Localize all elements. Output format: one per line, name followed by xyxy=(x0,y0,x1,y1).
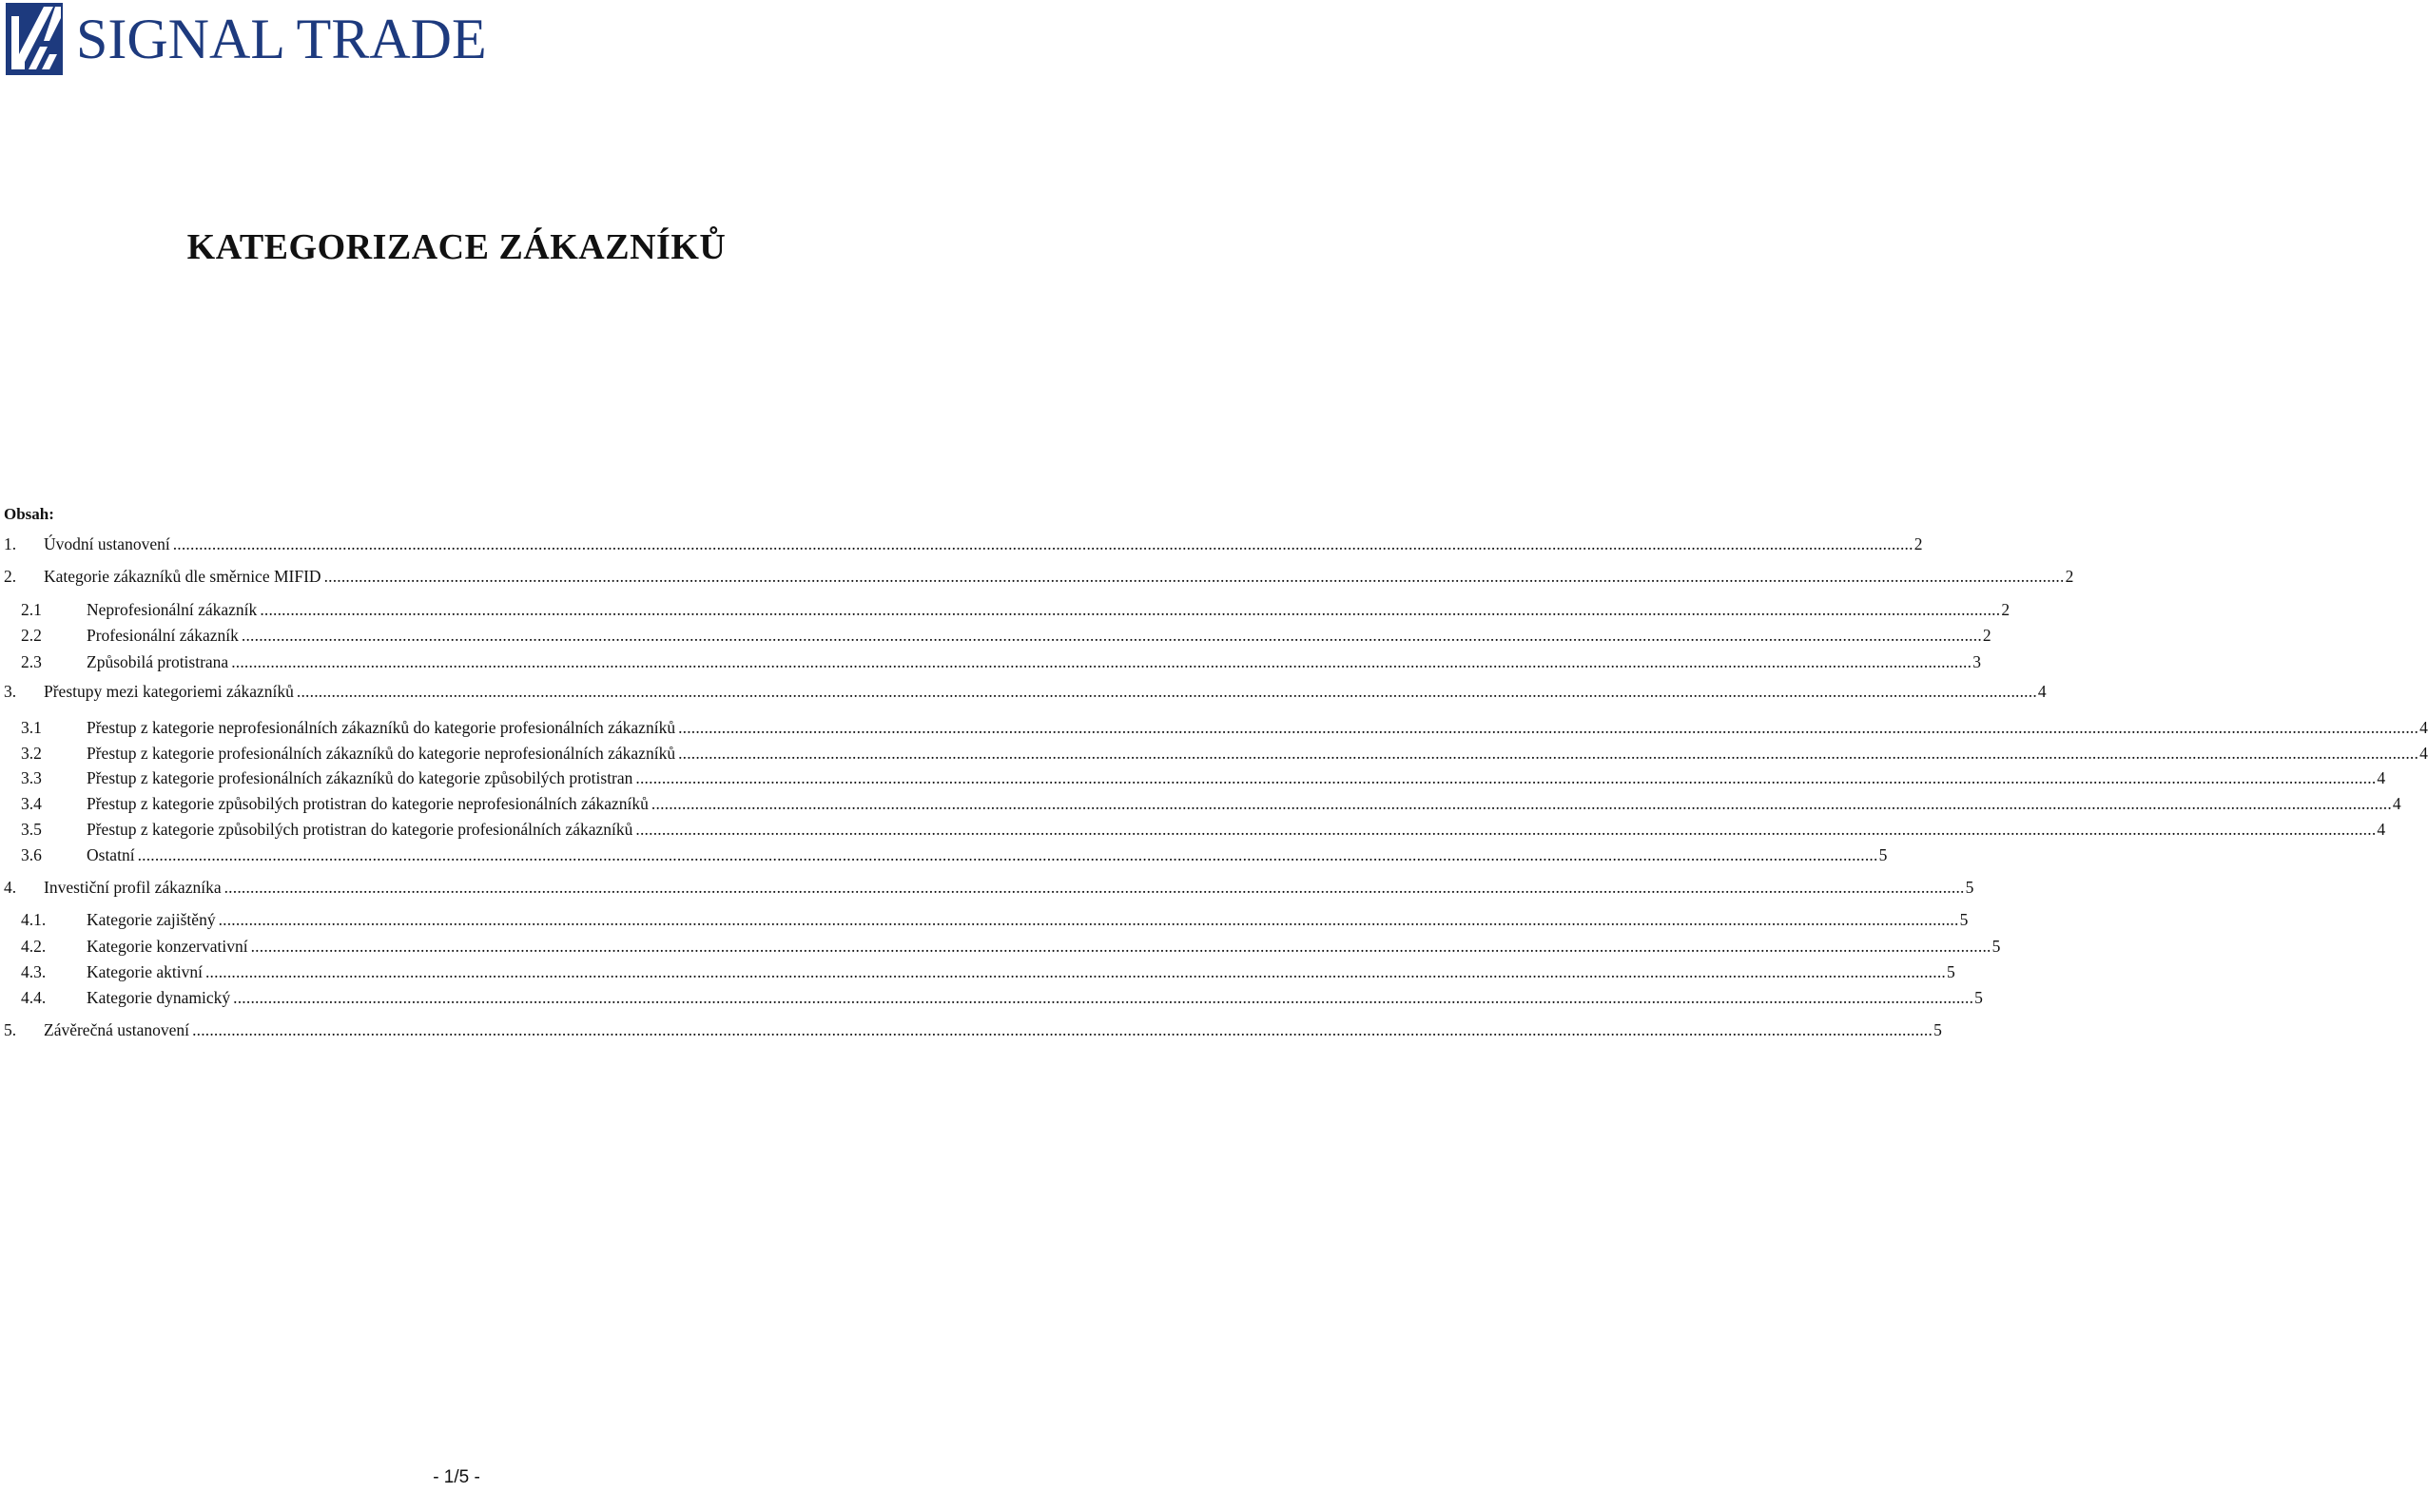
toc-entry-page: 5 xyxy=(1878,845,1888,864)
toc-dot-leader: ................................................................................................................................................................................................................................................................................................................................................................................................................ xyxy=(651,794,2392,813)
toc-entry-page: 2 xyxy=(1913,534,1923,553)
toc-dot-leader: ................................................................................................................................................................................................................................................................................................................................................................................................................ xyxy=(678,718,2419,737)
toc-dot-leader: ................................................................................................................................................................................................................................................................................................................................................................................................................ xyxy=(223,878,1965,897)
toc-entry-number: 3.3 xyxy=(21,768,42,787)
toc-entry[interactable] xyxy=(0,599,2010,620)
toc-entry-title: Přestupy mezi kategoriemi zákazníků xyxy=(44,682,294,701)
toc-entry-number: 3. xyxy=(4,682,17,701)
toc-dot-leader: ................................................................................................................................................................................................................................................................................................................................................................................................................ xyxy=(323,567,2065,586)
toc-entry-number: 4.3. xyxy=(21,962,47,981)
toc-dot-leader: ................................................................................................................................................................................................................................................................................................................................................................................................................ xyxy=(172,534,1913,553)
toc-entry-page: 4 xyxy=(2377,768,2386,787)
toc-dot-leader: ................................................................................................................................................................................................................................................................................................................................................................................................................ xyxy=(296,682,2037,701)
toc-entry-title: Závěrečná ustanovení xyxy=(44,1020,190,1039)
toc-dot-leader: ................................................................................................................................................................................................................................................................................................................................................................................................................ xyxy=(241,626,1982,645)
toc-entry-number: 5. xyxy=(4,1020,17,1039)
toc-entry-page: 4 xyxy=(2392,794,2401,813)
toc-dot-leader: ................................................................................................................................................................................................................................................................................................................................................................................................................ xyxy=(192,1020,1933,1039)
toc-entry-page: 2 xyxy=(2065,567,2074,586)
toc-entry[interactable] xyxy=(0,651,1981,672)
toc-dot-leader: ................................................................................................................................................................................................................................................................................................................................................................................................................ xyxy=(233,988,1974,1007)
toc-dot-leader: ................................................................................................................................................................................................................................................................................................................................................................................................................ xyxy=(137,845,1878,864)
toc-entry-number: 2.3 xyxy=(21,652,42,671)
toc-entry-page: 5 xyxy=(1991,937,2001,956)
toc-entry-number: 3.4 xyxy=(21,794,42,813)
toc-entry[interactable] xyxy=(0,566,2074,587)
toc-entry[interactable] xyxy=(0,1019,1942,1040)
toc-entry-title: Úvodní ustanovení xyxy=(44,534,170,553)
signal-trade-logo-icon xyxy=(6,3,63,75)
toc-entry-number: 4.4. xyxy=(21,988,47,1007)
toc-entry-number: 4.2. xyxy=(21,937,47,956)
toc-entry[interactable] xyxy=(0,743,2428,764)
toc-entry-title: Kategorie aktivní xyxy=(87,962,203,981)
toc-entry-page: 2 xyxy=(1982,626,1991,645)
toc-entry-page: 4 xyxy=(2419,744,2428,763)
toc-entry[interactable] xyxy=(0,625,1991,646)
toc-entry[interactable] xyxy=(0,961,1955,982)
toc-entry-title: Přestup z kategorie profesionálních zákazníků do kategorie neprofesionálních zákazníků xyxy=(87,744,676,763)
toc-entry-number: 3.5 xyxy=(21,820,42,839)
toc-entry-title: Přestup z kategorie neprofesionálních zákazníků do kategorie profesionálních zákazníků xyxy=(87,718,676,737)
toc-entry-page: 2 xyxy=(2001,600,2010,619)
toc-entry-number: 2. xyxy=(4,567,17,586)
toc-entry-number: 2.1 xyxy=(21,600,42,619)
toc-dot-leader: ................................................................................................................................................................................................................................................................................................................................................................................................................ xyxy=(218,910,1959,929)
toc-entry[interactable] xyxy=(0,819,2386,840)
toc-entry-number: 2.2 xyxy=(21,626,42,645)
toc-entry-title: Přestup z kategorie profesionálních zákazníků do kategorie způsobilých protistran xyxy=(87,768,633,787)
toc-entry-title: Způsobilá protistrana xyxy=(87,652,229,671)
page-number: - 1/5 - xyxy=(433,1467,480,1487)
toc-entry[interactable] xyxy=(0,793,2401,814)
toc-entry[interactable] xyxy=(0,767,2386,788)
toc-entry[interactable] xyxy=(0,936,2001,957)
toc-entry-title: Přestup z kategorie způsobilých protistran do kategorie profesionálních zákazníků xyxy=(87,820,633,839)
toc-entry-page: 3 xyxy=(1972,652,1981,671)
toc-entry-title: Ostatní xyxy=(87,845,135,864)
toc-entry-page: 5 xyxy=(1974,988,1983,1007)
toc-dot-leader: ................................................................................................................................................................................................................................................................................................................................................................................................................ xyxy=(250,937,1991,956)
toc-entry-title: Neprofesionální zákazník xyxy=(87,600,258,619)
toc-entry-title: Přestup z kategorie způsobilých protistran do kategorie neprofesionálních zákazníků xyxy=(87,794,649,813)
toc-entry-page: 4 xyxy=(2419,718,2428,737)
toc-entry-page: 5 xyxy=(1965,878,1974,897)
brand-name: SIGNAL TRADE xyxy=(76,8,487,70)
toc-heading: Obsah: xyxy=(4,505,54,523)
toc-entry-title: Kategorie zákazníků dle směrnice MIFID xyxy=(44,567,321,586)
toc-entry-title: Profesionální zákazník xyxy=(87,626,239,645)
toc-dot-leader: ................................................................................................................................................................................................................................................................................................................................................................................................................ xyxy=(635,820,2377,839)
toc-entry-page: 5 xyxy=(1959,910,1969,929)
toc-entry-title: Investiční profil zákazníka xyxy=(44,878,222,897)
toc-entry[interactable] xyxy=(0,717,2428,738)
toc-dot-leader: ................................................................................................................................................................................................................................................................................................................................................................................................................ xyxy=(260,600,2001,619)
toc-entry-title: Kategorie konzervativní xyxy=(87,937,248,956)
toc-dot-leader: ................................................................................................................................................................................................................................................................................................................................................................................................................ xyxy=(231,652,1972,671)
document-title: KATEGORIZACE ZÁKAZNÍKŮ xyxy=(186,227,727,267)
toc-entry[interactable] xyxy=(0,681,2047,702)
toc-entry-number: 4.1. xyxy=(21,910,47,929)
toc-entry-page: 5 xyxy=(1946,962,1955,981)
toc-entry-page: 4 xyxy=(2037,682,2047,701)
toc-entry[interactable] xyxy=(0,909,1969,930)
toc-entry-title: Kategorie zajištěný xyxy=(87,910,216,929)
toc-dot-leader: ................................................................................................................................................................................................................................................................................................................................................................................................................ xyxy=(678,744,2419,763)
toc-entry[interactable] xyxy=(0,533,1923,554)
toc-entry-number: 3.1 xyxy=(21,718,42,737)
toc-entry-number: 3.6 xyxy=(21,845,42,864)
toc-dot-leader: ................................................................................................................................................................................................................................................................................................................................................................................................................ xyxy=(204,962,1946,981)
toc-entry[interactable] xyxy=(0,987,1983,1008)
document-header xyxy=(6,0,487,78)
toc-entry-number: 3.2 xyxy=(21,744,42,763)
toc-entry[interactable] xyxy=(0,844,1888,865)
toc-entry-number: 1. xyxy=(4,534,17,553)
toc-dot-leader: ................................................................................................................................................................................................................................................................................................................................................................................................................ xyxy=(635,768,2377,787)
toc-entry-page: 5 xyxy=(1933,1020,1942,1039)
toc-entry-title: Kategorie dynamický xyxy=(87,988,231,1007)
toc-entry-page: 4 xyxy=(2377,820,2386,839)
toc-entry[interactable] xyxy=(0,877,1974,898)
toc-entry-number: 4. xyxy=(4,878,17,897)
